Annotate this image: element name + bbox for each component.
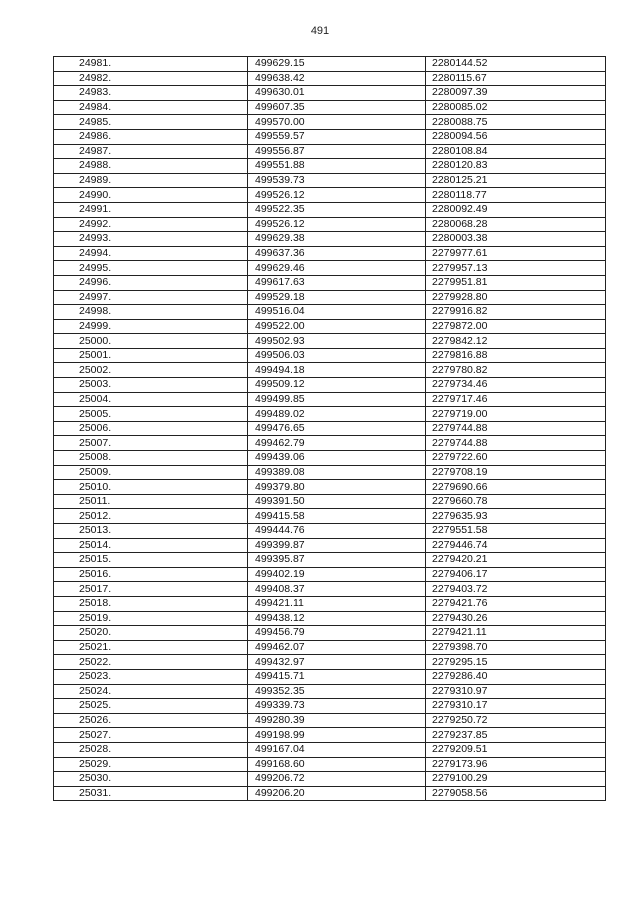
table-row — [54, 275, 606, 290]
point-number-cell: 24983. — [54, 86, 248, 101]
x-coordinate-cell: 499206.20 — [248, 786, 426, 801]
table-row — [54, 713, 606, 728]
point-number-cell: 25017. — [54, 582, 248, 597]
point-number-cell: 24990. — [54, 188, 248, 203]
y-coordinate-cell: 2279744.88 — [426, 436, 606, 451]
y-coordinate-cell: 2279916.82 — [426, 305, 606, 320]
point-number-cell: 25005. — [54, 407, 248, 422]
x-coordinate-cell: 499556.87 — [248, 144, 426, 159]
x-coordinate-cell: 499389.08 — [248, 465, 426, 480]
y-coordinate-cell: 2279951.81 — [426, 275, 606, 290]
x-coordinate-cell: 499339.73 — [248, 699, 426, 714]
y-coordinate-cell: 2279421.76 — [426, 596, 606, 611]
x-coordinate-cell: 499391.50 — [248, 494, 426, 509]
x-coordinate-cell: 499617.63 — [248, 275, 426, 290]
table-row — [54, 786, 606, 801]
x-coordinate-cell: 499570.00 — [248, 115, 426, 130]
point-number-cell: 25000. — [54, 334, 248, 349]
x-coordinate-cell: 499526.12 — [248, 188, 426, 203]
y-coordinate-cell: 2279421.11 — [426, 626, 606, 641]
x-coordinate-cell: 499607.35 — [248, 100, 426, 115]
x-coordinate-cell: 499352.35 — [248, 684, 426, 699]
y-coordinate-cell: 2279209.51 — [426, 742, 606, 757]
point-number-cell: 24998. — [54, 305, 248, 320]
x-coordinate-cell: 499516.04 — [248, 305, 426, 320]
y-coordinate-cell: 2279734.46 — [426, 378, 606, 393]
table-row — [54, 757, 606, 772]
y-coordinate-cell: 2280068.28 — [426, 217, 606, 232]
point-number-cell: 24981. — [54, 57, 248, 72]
table-row — [54, 582, 606, 597]
y-coordinate-cell: 2279977.61 — [426, 246, 606, 261]
point-number-cell: 24987. — [54, 144, 248, 159]
point-number-cell: 25010. — [54, 480, 248, 495]
y-coordinate-cell: 2280118.77 — [426, 188, 606, 203]
point-number-cell: 25025. — [54, 699, 248, 714]
x-coordinate-cell: 499439.06 — [248, 451, 426, 466]
table-row — [54, 451, 606, 466]
x-coordinate-cell: 499379.80 — [248, 480, 426, 495]
point-number-cell: 24986. — [54, 129, 248, 144]
table-row — [54, 611, 606, 626]
y-coordinate-cell: 2279250.72 — [426, 713, 606, 728]
x-coordinate-cell: 499408.37 — [248, 582, 426, 597]
table-row — [54, 509, 606, 524]
point-number-cell: 25003. — [54, 378, 248, 393]
y-coordinate-cell: 2279660.78 — [426, 494, 606, 509]
x-coordinate-cell: 499502.93 — [248, 334, 426, 349]
page-number: 491 — [310, 25, 330, 37]
y-coordinate-cell: 2280125.21 — [426, 173, 606, 188]
table-row — [54, 640, 606, 655]
x-coordinate-cell: 499198.99 — [248, 728, 426, 743]
point-number-cell: 24988. — [54, 159, 248, 174]
table-row — [54, 188, 606, 203]
point-number-cell: 25028. — [54, 742, 248, 757]
table-row — [54, 728, 606, 743]
y-coordinate-cell: 2279403.72 — [426, 582, 606, 597]
table-row — [54, 319, 606, 334]
table-row — [54, 348, 606, 363]
x-coordinate-cell: 499476.65 — [248, 421, 426, 436]
table-row — [54, 626, 606, 641]
y-coordinate-cell: 2279286.40 — [426, 669, 606, 684]
point-number-cell: 25015. — [54, 553, 248, 568]
point-number-cell: 25013. — [54, 524, 248, 539]
y-coordinate-cell: 2279310.17 — [426, 699, 606, 714]
x-coordinate-cell: 499637.36 — [248, 246, 426, 261]
table-row — [54, 494, 606, 509]
point-number-cell: 25009. — [54, 465, 248, 480]
point-number-cell: 24991. — [54, 202, 248, 217]
point-number-cell: 25004. — [54, 392, 248, 407]
point-number-cell: 25002. — [54, 363, 248, 378]
point-number-cell: 24995. — [54, 261, 248, 276]
y-coordinate-cell: 2279446.74 — [426, 538, 606, 553]
x-coordinate-cell: 499399.87 — [248, 538, 426, 553]
y-coordinate-cell: 2279420.21 — [426, 553, 606, 568]
table-row — [54, 144, 606, 159]
y-coordinate-cell: 2279100.29 — [426, 772, 606, 787]
coordinates-table-body — [54, 57, 606, 801]
x-coordinate-cell: 499539.73 — [248, 173, 426, 188]
y-coordinate-cell: 2279872.00 — [426, 319, 606, 334]
y-coordinate-cell: 2279722.60 — [426, 451, 606, 466]
y-coordinate-cell: 2280097.39 — [426, 86, 606, 101]
table-row — [54, 334, 606, 349]
point-number-cell: 24982. — [54, 71, 248, 86]
y-coordinate-cell: 2279173.96 — [426, 757, 606, 772]
table-row — [54, 567, 606, 582]
table-row — [54, 86, 606, 101]
point-number-cell: 25024. — [54, 684, 248, 699]
table-row — [54, 699, 606, 714]
x-coordinate-cell: 499630.01 — [248, 86, 426, 101]
y-coordinate-cell: 2279310.97 — [426, 684, 606, 699]
x-coordinate-cell: 499415.58 — [248, 509, 426, 524]
table-row — [54, 669, 606, 684]
table-row — [54, 232, 606, 247]
point-number-cell: 24992. — [54, 217, 248, 232]
point-number-cell: 25011. — [54, 494, 248, 509]
point-number-cell: 25026. — [54, 713, 248, 728]
point-number-cell: 25027. — [54, 728, 248, 743]
y-coordinate-cell: 2279406.17 — [426, 567, 606, 582]
point-number-cell: 25006. — [54, 421, 248, 436]
point-number-cell: 24985. — [54, 115, 248, 130]
x-coordinate-cell: 499438.12 — [248, 611, 426, 626]
y-coordinate-cell: 2280088.75 — [426, 115, 606, 130]
y-coordinate-cell: 2280144.52 — [426, 57, 606, 72]
point-number-cell: 24989. — [54, 173, 248, 188]
table-row — [54, 71, 606, 86]
table-row — [54, 305, 606, 320]
y-coordinate-cell: 2279957.13 — [426, 261, 606, 276]
point-number-cell: 24993. — [54, 232, 248, 247]
x-coordinate-cell: 499529.18 — [248, 290, 426, 305]
y-coordinate-cell: 2279708.19 — [426, 465, 606, 480]
y-coordinate-cell: 2280108.84 — [426, 144, 606, 159]
point-number-cell: 25023. — [54, 669, 248, 684]
table-row — [54, 100, 606, 115]
x-coordinate-cell: 499638.42 — [248, 71, 426, 86]
table-row — [54, 655, 606, 670]
table-row — [54, 392, 606, 407]
table-row — [54, 202, 606, 217]
table-row — [54, 772, 606, 787]
y-coordinate-cell: 2279780.82 — [426, 363, 606, 378]
table-row — [54, 129, 606, 144]
x-coordinate-cell: 499522.00 — [248, 319, 426, 334]
x-coordinate-cell: 499462.79 — [248, 436, 426, 451]
x-coordinate-cell: 499494.18 — [248, 363, 426, 378]
x-coordinate-cell: 499395.87 — [248, 553, 426, 568]
table-row — [54, 290, 606, 305]
table-row — [54, 742, 606, 757]
table-row — [54, 596, 606, 611]
y-coordinate-cell: 2279842.12 — [426, 334, 606, 349]
x-coordinate-cell: 499444.76 — [248, 524, 426, 539]
point-number-cell: 25016. — [54, 567, 248, 582]
table-row — [54, 436, 606, 451]
point-number-cell: 25012. — [54, 509, 248, 524]
y-coordinate-cell: 2279237.85 — [426, 728, 606, 743]
x-coordinate-cell: 499206.72 — [248, 772, 426, 787]
y-coordinate-cell: 2279928.80 — [426, 290, 606, 305]
point-number-cell: 25001. — [54, 348, 248, 363]
point-number-cell: 25008. — [54, 451, 248, 466]
table-row — [54, 524, 606, 539]
table-row — [54, 159, 606, 174]
x-coordinate-cell: 499559.57 — [248, 129, 426, 144]
x-coordinate-cell: 499280.39 — [248, 713, 426, 728]
point-number-cell: 25029. — [54, 757, 248, 772]
table-row — [54, 378, 606, 393]
table-row — [54, 480, 606, 495]
y-coordinate-cell: 2279635.93 — [426, 509, 606, 524]
point-number-cell: 24997. — [54, 290, 248, 305]
point-number-cell: 25019. — [54, 611, 248, 626]
x-coordinate-cell: 499551.88 — [248, 159, 426, 174]
x-coordinate-cell: 499167.04 — [248, 742, 426, 757]
y-coordinate-cell: 2280085.02 — [426, 100, 606, 115]
point-number-cell: 25022. — [54, 655, 248, 670]
x-coordinate-cell: 499402.19 — [248, 567, 426, 582]
table-row — [54, 538, 606, 553]
y-coordinate-cell: 2280094.56 — [426, 129, 606, 144]
point-number-cell: 24994. — [54, 246, 248, 261]
point-number-cell: 25018. — [54, 596, 248, 611]
point-number-cell: 25007. — [54, 436, 248, 451]
x-coordinate-cell: 499462.07 — [248, 640, 426, 655]
x-coordinate-cell: 499489.02 — [248, 407, 426, 422]
point-number-cell: 25021. — [54, 640, 248, 655]
point-number-cell: 25030. — [54, 772, 248, 787]
table-row — [54, 115, 606, 130]
point-number-cell: 24999. — [54, 319, 248, 334]
y-coordinate-cell: 2279295.15 — [426, 655, 606, 670]
x-coordinate-cell: 499506.03 — [248, 348, 426, 363]
table-row — [54, 57, 606, 72]
table-row — [54, 684, 606, 699]
table-row — [54, 421, 606, 436]
y-coordinate-cell: 2280092.49 — [426, 202, 606, 217]
y-coordinate-cell: 2279551.58 — [426, 524, 606, 539]
x-coordinate-cell: 499629.15 — [248, 57, 426, 72]
x-coordinate-cell: 499629.38 — [248, 232, 426, 247]
point-number-cell: 24984. — [54, 100, 248, 115]
table-row — [54, 553, 606, 568]
y-coordinate-cell: 2279398.70 — [426, 640, 606, 655]
x-coordinate-cell: 499432.97 — [248, 655, 426, 670]
y-coordinate-cell: 2279719.00 — [426, 407, 606, 422]
x-coordinate-cell: 499421.11 — [248, 596, 426, 611]
table-row — [54, 363, 606, 378]
x-coordinate-cell: 499526.12 — [248, 217, 426, 232]
x-coordinate-cell: 499629.46 — [248, 261, 426, 276]
point-number-cell: 24996. — [54, 275, 248, 290]
point-number-cell: 25020. — [54, 626, 248, 641]
y-coordinate-cell: 2279744.88 — [426, 421, 606, 436]
table-row — [54, 407, 606, 422]
coordinates-table — [53, 56, 606, 801]
x-coordinate-cell: 499499.85 — [248, 392, 426, 407]
y-coordinate-cell: 2279058.56 — [426, 786, 606, 801]
table-row — [54, 217, 606, 232]
table-row — [54, 261, 606, 276]
y-coordinate-cell: 2280003.38 — [426, 232, 606, 247]
y-coordinate-cell: 2280120.83 — [426, 159, 606, 174]
table-row — [54, 246, 606, 261]
x-coordinate-cell: 499168.60 — [248, 757, 426, 772]
table-row — [54, 465, 606, 480]
x-coordinate-cell: 499522.35 — [248, 202, 426, 217]
point-number-cell: 25014. — [54, 538, 248, 553]
x-coordinate-cell: 499415.71 — [248, 669, 426, 684]
y-coordinate-cell: 2279816.88 — [426, 348, 606, 363]
y-coordinate-cell: 2279717.46 — [426, 392, 606, 407]
table-row — [54, 173, 606, 188]
y-coordinate-cell: 2279690.66 — [426, 480, 606, 495]
y-coordinate-cell: 2280115.67 — [426, 71, 606, 86]
x-coordinate-cell: 499509.12 — [248, 378, 426, 393]
x-coordinate-cell: 499456.79 — [248, 626, 426, 641]
point-number-cell: 25031. — [54, 786, 248, 801]
y-coordinate-cell: 2279430.26 — [426, 611, 606, 626]
